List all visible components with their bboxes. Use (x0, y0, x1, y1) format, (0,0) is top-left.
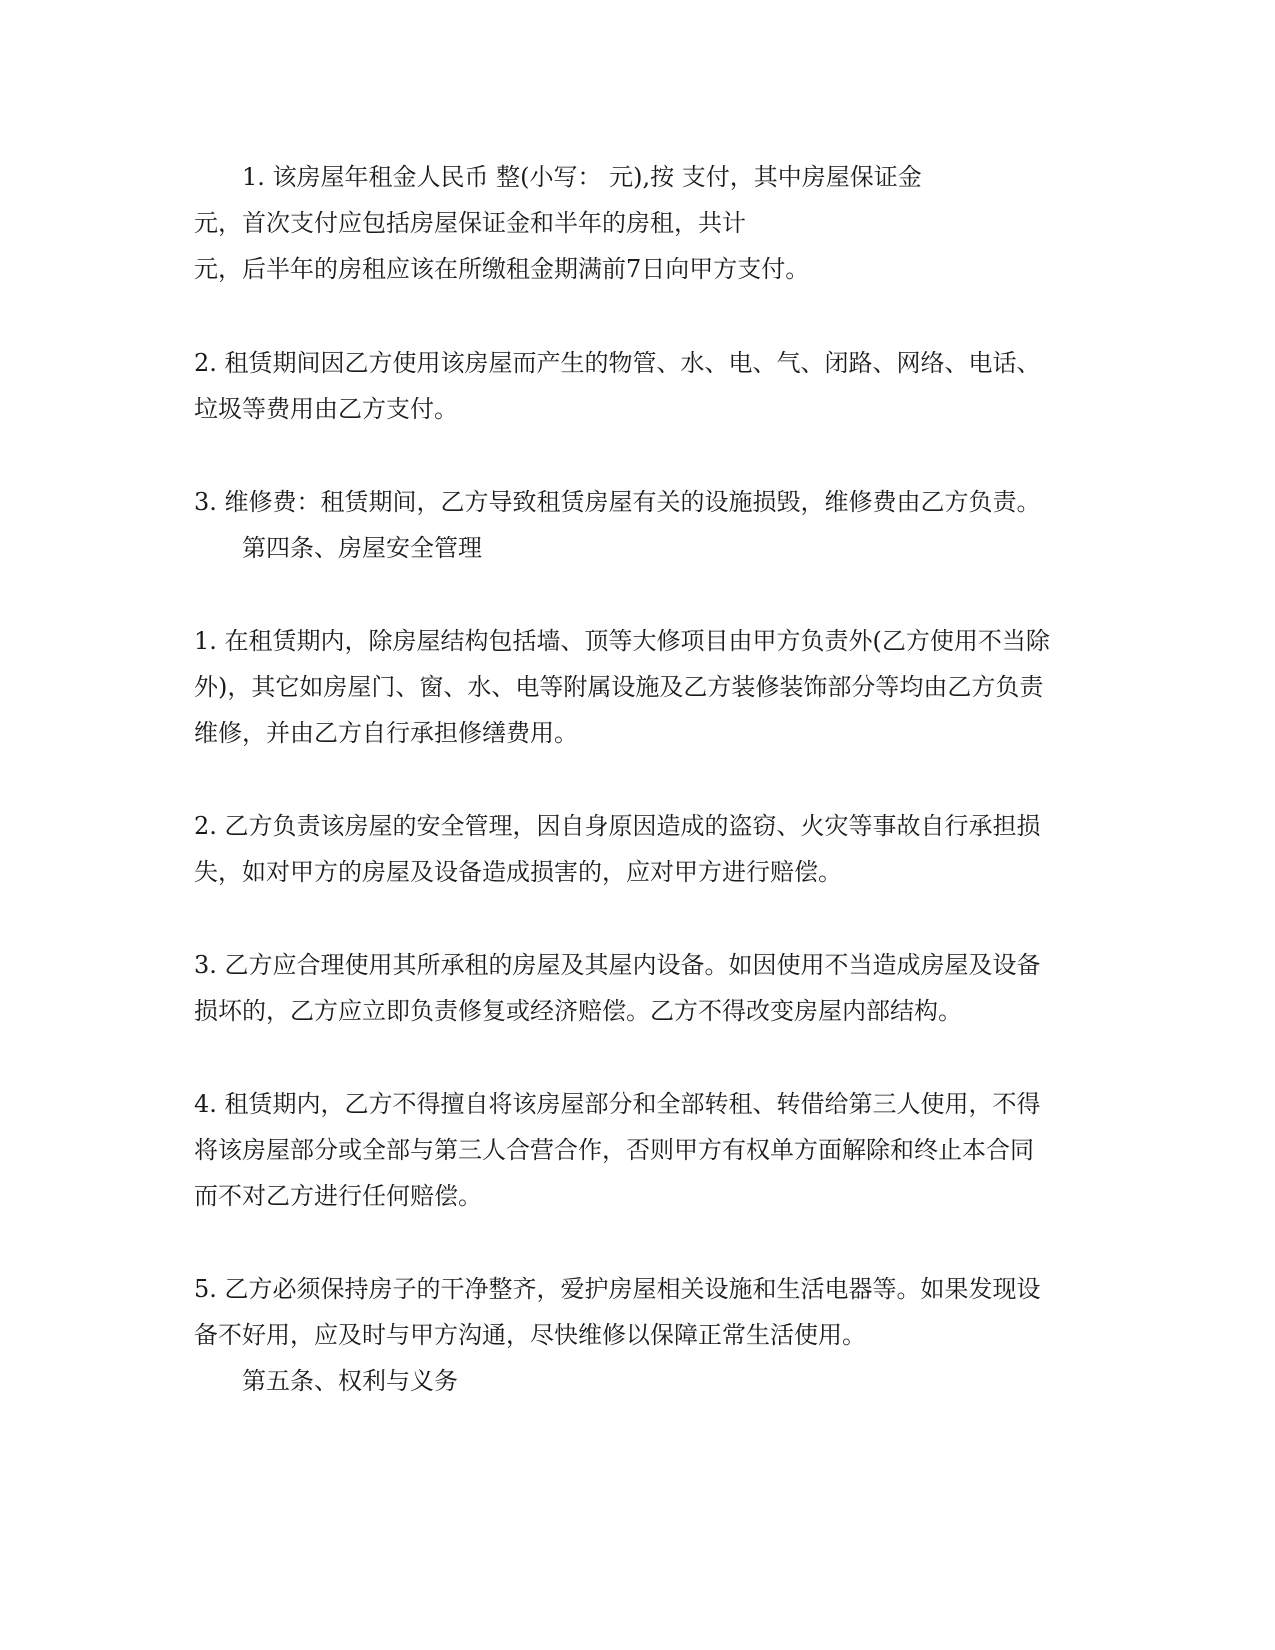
text-line: 2. 租赁期间因乙方使用该房屋而产生的物管、水、电、气、闭路、网络、电话、 (194, 349, 1041, 377)
text-line: 失，如对甲方的房屋及设备造成损害的，应对甲方进行赔偿。 (194, 858, 842, 886)
text-line: 2. 乙方负责该房屋的安全管理，因自身原因造成的盗窃、火灾等事故自行承担损 (194, 812, 1041, 840)
text-line: 3. 维修费：租赁期间，乙方导致租赁房屋有关的设施损毁，维修费由乙方负责。 (194, 488, 1041, 516)
text-line: 1. 在租赁期内，除房屋结构包括墙、顶等大修项目由甲方负责外(乙方使用不当除 (194, 627, 1050, 655)
text-line: 损坏的，乙方应立即负责修复或经济赔偿。乙方不得改变房屋内部结构。 (194, 997, 962, 1025)
section-heading: 第四条、房屋安全管理 (242, 534, 482, 562)
text-line: 而不对乙方进行任何赔偿。 (194, 1182, 482, 1210)
text-line: 元，首次支付应包括房屋保证金和半年的房租，共计 (194, 209, 746, 237)
text-line: 4. 租赁期内，乙方不得擅自将该房屋部分和全部转租、转借给第三人使用，不得 (194, 1090, 1041, 1118)
text-line: 将该房屋部分或全部与第三人合营合作，否则甲方有权单方面解除和终止本合同 (194, 1136, 1034, 1164)
text-line: 维修，并由乙方自行承担修缮费用。 (194, 719, 578, 747)
section-heading: 第五条、权利与义务 (242, 1367, 458, 1395)
text-line: 备不好用，应及时与甲方沟通，尽快维修以保障正常生活使用。 (194, 1321, 866, 1349)
text-line: 1. 该房屋年租金人民币 整(小写： 元),按 支付，其中房屋保证金 (242, 163, 922, 191)
text-line: 5. 乙方必须保持房子的干净整齐，爱护房屋相关设施和生活电器等。如果发现设 (194, 1275, 1041, 1303)
text-line: 元，后半年的房租应该在所缴租金期满前7日向甲方支付。 (194, 255, 810, 283)
text-line: 3. 乙方应合理使用其所承租的房屋及其屋内设备。如因使用不当造成房屋及设备 (194, 951, 1041, 979)
text-line: 垃圾等费用由乙方支付。 (194, 395, 458, 423)
text-line: 外)，其它如房屋门、窗、水、电等附属设施及乙方装修装饰部分等均由乙方负责 (194, 673, 1044, 701)
